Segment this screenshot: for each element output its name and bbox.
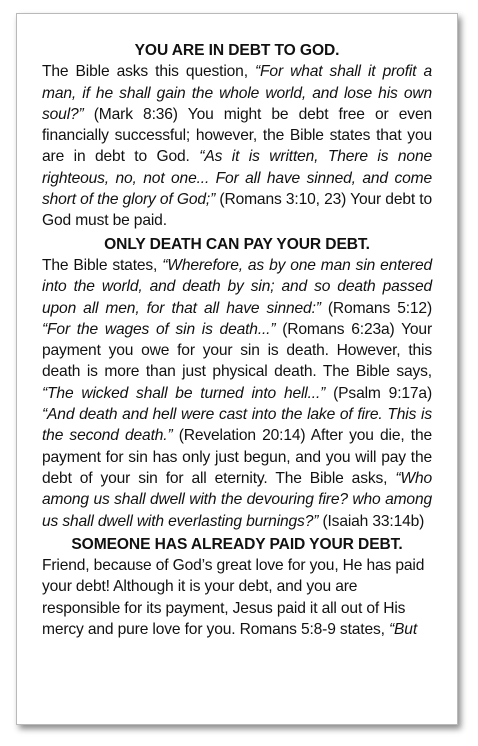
tract-content <box>42 40 432 642</box>
section-debt-to-god <box>42 40 432 232</box>
scripture-quote: “But <box>389 621 417 639</box>
scripture-quote: “As it is written, There is none righteous, no, not one... For all have sinned, and come short of the glory of God;” <box>42 148 433 209</box>
scripture-quote: “For what shall it profit a man, if he shall gain the whole world, and lose his own soul?” <box>42 63 433 123</box>
section-paragraph <box>42 555 432 640</box>
scripture-quote: “For the wages of sin is death...” <box>42 320 276 338</box>
section-only-death <box>42 234 432 532</box>
text-segment: (Romans 3:10, 23) Your debt to God must be paid. <box>42 191 433 230</box>
text-segment: (Isaiah 33:14b) <box>318 512 425 530</box>
text-segment: (Psalm 9:17a) <box>325 384 432 402</box>
section-already-paid <box>42 534 432 640</box>
text-segment: (Revelation 20:14) After you die, the payment for sin has only just begun, and you will pay the debt of your sin for all eternity. The Bible asks, <box>42 427 432 487</box>
section-heading: ONLY DEATH CAN PAY YOUR DEBT. <box>104 235 370 253</box>
scripture-quote: “Who among us shall dwell with the devouring fire? who among us shall dwell with everlasting burnings?” <box>42 469 432 530</box>
text-segment: (Romans 5:12) <box>320 299 432 317</box>
section-heading: SOMEONE HAS ALREADY PAID YOUR DEBT. <box>71 535 403 553</box>
section-paragraph <box>42 61 432 231</box>
scripture-quote: “The wicked shall be turned into hell...” <box>42 384 326 402</box>
scripture-quote: “Wherefore, as by one man sin entered into the world, and death by sin; and so death passed upon all men, for that all have sinned:” <box>42 256 433 317</box>
section-heading: YOU ARE IN DEBT TO GOD. <box>134 42 340 59</box>
text-segment: (Mark 8:36) You might be debt free or even financially successful; however, the Bible states that you are in debt to God. <box>42 105 432 166</box>
text-segment: The Bible states, <box>42 256 163 274</box>
section-paragraph <box>42 255 432 532</box>
tract-page <box>16 13 458 725</box>
scripture-quote: “And death and hell were cast into the lake of fire. This is the second death.” <box>42 406 432 445</box>
text-segment: The Bible asks this question, <box>42 63 255 81</box>
text-segment: Friend, because of God’s great love for you, He has paid your debt! Although it is your debt, and you are responsible for its payment, Jesus paid it all out of His mercy and pure love for you. Romans 5:8-9 states, <box>42 557 425 639</box>
text-segment: (Romans 6:23a) Your payment you owe for your sin is death. However, this death is more than just physical death. The Bible says, <box>42 320 432 381</box>
